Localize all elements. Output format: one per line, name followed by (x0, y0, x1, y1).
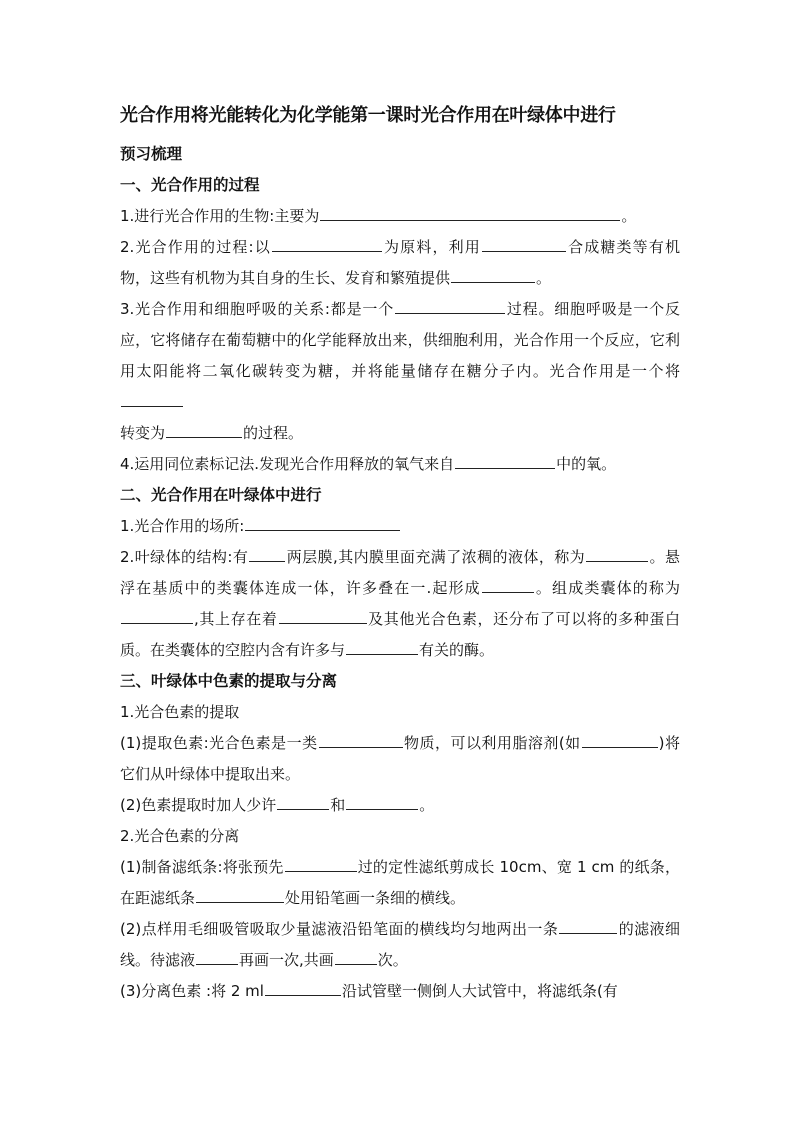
answer-blank[interactable] (320, 204, 620, 221)
answer-blank[interactable] (285, 855, 357, 872)
s3-question-1: (1)提取色素:光合色素是一类 物质，可以利用脂溶剂(如 )将它们从叶绿体中提取出来。 (120, 728, 680, 790)
answer-blank[interactable] (121, 607, 193, 624)
answer-blank[interactable] (121, 390, 183, 407)
answer-blank[interactable] (265, 979, 341, 996)
s1-question-1: 1.进行光合作用的生物:主要为 。 (120, 201, 680, 232)
answer-blank[interactable] (335, 948, 377, 965)
answer-blank[interactable] (346, 793, 418, 810)
s3-paragraph-2: 2.光合色素的分离 (120, 827, 240, 845)
answer-blank[interactable] (319, 731, 403, 748)
s3-question-5: (3)分离色素 :将 2 ml 沿试管壁一侧倒人大试管中，将滤纸条(有 (120, 976, 680, 1007)
s3-question-3: (1)制备滤纸条:将张预先 过的定性滤纸剪成长 10cm、宽 1 cm 的纸条，在距滤纸条 处用铅笔画一条细的横线。 (120, 852, 680, 914)
answer-blank[interactable] (196, 886, 284, 903)
answer-blank[interactable] (482, 576, 534, 593)
answer-blank[interactable] (166, 421, 242, 438)
answer-blank[interactable] (272, 235, 382, 252)
section-3-heading: 三、叶绿体中色素的提取与分离 (120, 672, 338, 690)
answer-blank[interactable] (451, 266, 535, 283)
answer-blank[interactable] (279, 607, 367, 624)
answer-blank[interactable] (395, 297, 505, 314)
answer-blank[interactable] (582, 731, 658, 748)
answer-blank[interactable] (196, 948, 238, 965)
s1-question-3: 3.光合作用和细胞呼吸的关系:都是一个 过程。细胞呼吸是一个反应，它将储存在葡萄糖中的化学能释放出来，供细胞利用，光合作用一个反应，它利用太阳能将二氧化碳转变为糖，并将能量储存在糖分子内。光合作用是一个将 转变为 的过程。 (120, 294, 680, 449)
answer-blank[interactable] (586, 545, 648, 562)
answer-blank[interactable] (482, 235, 566, 252)
answer-blank[interactable] (455, 452, 555, 469)
section-2-heading: 二、光合作用在叶绿体中进行 (120, 486, 322, 504)
worksheet-body (120, 101, 680, 1007)
s2-question-1: 1.光合作用的场所: (120, 511, 680, 542)
s2-question-2: 2.叶绿体的结构:有 两层膜,其内膜里面充满了浓稠的液体，称为 。悬浮在基质中的类囊体连成一体，许多叠在一.起形成 。组成类囊体的称为,其上存在着 及其他光合色素，还分布了可以将的多种蛋白质。在类囊体的空腔内含有许多与 有关的酶。 (120, 542, 680, 666)
answer-blank[interactable] (249, 545, 285, 562)
page-title: 光合作用将光能转化为化学能第一课时光合作用在叶绿体中进行 (120, 105, 616, 126)
subtitle: 预习梳理 (120, 145, 183, 163)
answer-blank[interactable] (559, 917, 617, 934)
s3-question-2: (2)色素提取时加人少许 和 。 (120, 790, 680, 821)
s3-paragraph-1: 1.光合色素的提取 (120, 703, 240, 721)
s1-question-2: 2.光合作用的过程:以 为原料，利用 合成糖类等有机物，这些有机物为其自身的生长、发育和繁殖提供 。 (120, 232, 680, 294)
section-1-heading: 一、光合作用的过程 (120, 176, 260, 194)
s1-question-4: 4.运用同位素标记法.发现光合作用释放的氧气来自 中的氧。 (120, 449, 680, 480)
answer-blank[interactable] (245, 514, 400, 531)
s3-question-4: (2)点样用毛细吸管吸取少量滤液沿铅笔面的横线均匀地两出一条 的滤液细线。待滤液 再画一次,共画 次。 (120, 914, 680, 976)
answer-blank[interactable] (346, 638, 418, 655)
answer-blank[interactable] (277, 793, 329, 810)
